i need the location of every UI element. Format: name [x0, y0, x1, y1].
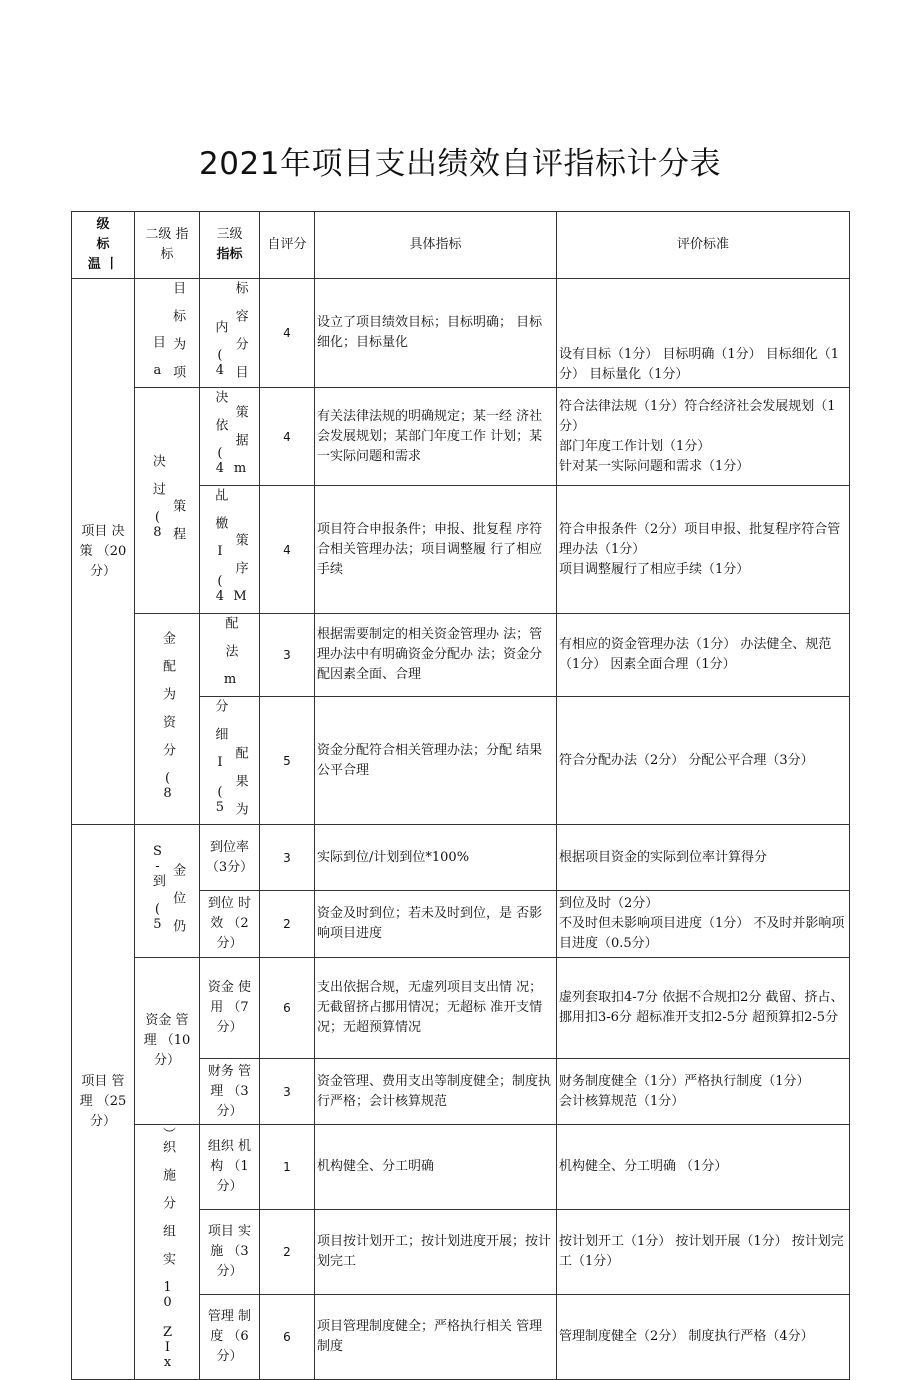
standard-cell	[557, 486, 850, 614]
indicator-cell: 资金管理、费用支出等制度健全；制度执行严格；会计核算规范	[315, 1059, 557, 1125]
standard-line: 不及时但未影响项目进度（1分） 不及时并影响项目进度（0.5分）	[559, 916, 845, 951]
header-level3-bot: 指标	[216, 247, 243, 262]
standard-cell: 机构健全、分工明确 （1分）	[557, 1125, 850, 1210]
header-level3-top: 三级	[216, 227, 243, 242]
standard-cell: 按计划开工（1分） 按计划开展（1分） 按计划完工（1分）	[557, 1210, 850, 1295]
level2-fund-alloc-label: 金 配 为 资 分 (8	[160, 630, 175, 801]
table-row	[72, 279, 850, 388]
level3-cell	[200, 388, 260, 486]
level3-label-b: 配 果 为	[232, 746, 248, 815]
level3-cell	[200, 486, 260, 614]
group-management	[72, 825, 135, 1380]
indicator-cell: 资金分配符合相关管理办法；分配 结果公平合理	[315, 697, 557, 825]
header-level1-top: 级	[96, 217, 110, 232]
level2-org-impl	[135, 1125, 200, 1380]
group-management-label: 项目 管理 （25 分）	[79, 1074, 127, 1129]
score-table	[71, 211, 850, 1380]
indicator-cell: 项目按计划开工；按计划进度开展；按计划完工	[315, 1210, 557, 1295]
level2-decision-process	[135, 388, 200, 614]
level3-cell: 到位 时 效 （2 分）	[200, 891, 260, 958]
standard-cell	[557, 388, 850, 486]
level2-goal-side: 目 a	[149, 335, 165, 378]
level2-fund-alloc	[135, 614, 200, 825]
standard-line: 财务制度健全（1分）严格执行制度（1分）	[559, 1073, 810, 1089]
level3-cell	[200, 614, 260, 697]
header-level2: 二级 指 标	[135, 212, 200, 279]
table-row	[72, 825, 850, 891]
indicator-cell: 项目管理制度健全；严格执行相关 管理制度	[315, 1295, 557, 1380]
self-score: 3	[260, 825, 315, 891]
indicator-cell: 项目符合申报条件；申报、批复程 序符合相关管理办法；项目调整履 行了相应手续	[315, 486, 557, 614]
level3-label-a: 分 细 I (5	[212, 699, 228, 815]
self-score: 1	[260, 1125, 315, 1210]
level3-label-b: 标 容 分 目	[232, 281, 248, 378]
standard-line: 部门年度工作计划（1分）	[559, 438, 711, 454]
standard-cell	[557, 891, 850, 958]
level3-cell: 管理 制 度 （6 分）	[200, 1295, 260, 1380]
standard-cell: 虚列套取扣4-7分 依据不合规扣2分 截留、挤占、挪用扣3-6分 超标准开支扣2-5分 超预算扣2-5分	[557, 958, 850, 1059]
self-score: 2	[260, 1210, 315, 1295]
header-level1-bot: 温 丨	[87, 257, 119, 272]
table-row	[72, 1125, 850, 1210]
level3-cell	[200, 697, 260, 825]
self-score: 3	[260, 614, 315, 697]
level3-label-a: 乩 檄 I (4	[212, 488, 228, 604]
level2-decision-process-label: 决 过 (8	[149, 454, 165, 540]
header-row	[72, 212, 850, 279]
level3-cell: 资金 使 用 （7 分）	[200, 958, 260, 1059]
self-score: 4	[260, 486, 315, 614]
level2-goal	[135, 279, 200, 388]
self-score: 4	[260, 279, 315, 388]
standard-line: 项目调整履行了相应手续（1分）	[559, 561, 750, 577]
level3-label-a: 内 (4	[212, 320, 228, 378]
level3-cell: 项目 实施 （3 分）	[200, 1210, 260, 1295]
level2-fund-arrive	[135, 825, 200, 958]
self-score: 3	[260, 1059, 315, 1125]
header-indicator: 具体指标	[315, 212, 557, 279]
level3-label-b: 策 据 m	[232, 405, 248, 476]
level2-org-impl-label: ）织 施 分 组 实 10 ZIx	[160, 1127, 175, 1370]
self-score: 6	[260, 958, 315, 1059]
self-score: 5	[260, 697, 315, 825]
self-score: 2	[260, 891, 315, 958]
header-level1	[72, 212, 135, 279]
indicator-cell: 有关法律法规的明确规定；某一经 济社会发展规划；某部门年度工作 计划；某一实际问题和需求	[315, 388, 557, 486]
indicator-cell: 根据需要制定的相关资金管理办 法；管理办法中有明确资金分配办 法；资金分配因素全面、合理	[315, 614, 557, 697]
indicator-cell: 支出依据合规，无虚列项目支出情 况；无截留挤占挪用情况；无超标 准开支情况；无超预算情况	[315, 958, 557, 1059]
standard-line: 到位及时（2分）	[559, 896, 659, 911]
table-row	[72, 388, 850, 486]
standard-line: 会计核算规范（1分）	[559, 1093, 685, 1109]
header-self-score: 自评分	[260, 212, 315, 279]
standard-line: 符合申报条件（2分）项目申报、批复程序符合管理办法（1分）	[559, 521, 841, 557]
level2-decision-process-side: 策 程	[170, 499, 186, 540]
standard-cell	[557, 1059, 850, 1125]
header-level1-mid: 标	[96, 237, 110, 252]
level3-label-a: 决 依 (4	[212, 390, 228, 476]
group-decision-label: 项目 决策 （20 分）	[79, 523, 127, 579]
header-standard: 评价标准	[557, 212, 850, 279]
standard-line: 针对某一实际问题和需求（1分）	[559, 458, 750, 474]
table-row	[72, 958, 850, 1059]
standard-cell: 设有目标（1分） 目标明确（1分） 目标细化（1分） 目标量化（1分）	[557, 279, 850, 388]
standard-cell: 根据项目资金的实际到位率计算得分	[557, 825, 850, 891]
standard-cell: 管理制度健全（2分） 制度执行严格（4分）	[557, 1295, 850, 1380]
standard-cell: 有相应的资金管理办法（1分） 办法健全、规范（1分） 因素全面合理（1分）	[557, 614, 850, 697]
level3-cell: 组织 机 构 （1 分）	[200, 1125, 260, 1210]
self-score: 4	[260, 388, 315, 486]
indicator-cell: 机构健全、分工明确	[315, 1125, 557, 1210]
level3-cell: 财务 管 理 （3 分）	[200, 1059, 260, 1125]
group-decision	[72, 279, 135, 825]
level2-fund-manage: 资金 管 理 （10 分）	[135, 958, 200, 1125]
page-title: 2021年项目支出绩效自评指标计分表	[199, 146, 721, 182]
indicator-cell: 资金及时到位；若未及时到位，是 否影响项目进度	[315, 891, 557, 958]
level3-cell: 到位率 （3分）	[200, 825, 260, 891]
standard-cell: 符合分配办法（2分） 分配公平合理（3分）	[557, 697, 850, 825]
header-level3	[200, 212, 260, 279]
level2-fund-arrive-label: S-到 (5	[149, 843, 165, 932]
self-score: 6	[260, 1295, 315, 1380]
level3-cell	[200, 279, 260, 388]
indicator-cell: 实际到位/计划到位*100%	[315, 825, 557, 891]
level3-label-a: 配 法 m	[222, 616, 238, 687]
level3-label-b: 策 序 M	[232, 533, 248, 604]
level2-goal-label: 目 标 为 项	[170, 281, 186, 378]
level2-fund-arrive-side: 金 位 仍	[170, 862, 186, 932]
indicator-cell: 设立了项目绩效目标；目标明确； 目标细化；目标量化	[315, 279, 557, 388]
table-row	[72, 614, 850, 697]
standard-line: 符合法律法规（1分）符合经济社会发展规划（1分）	[559, 398, 836, 434]
